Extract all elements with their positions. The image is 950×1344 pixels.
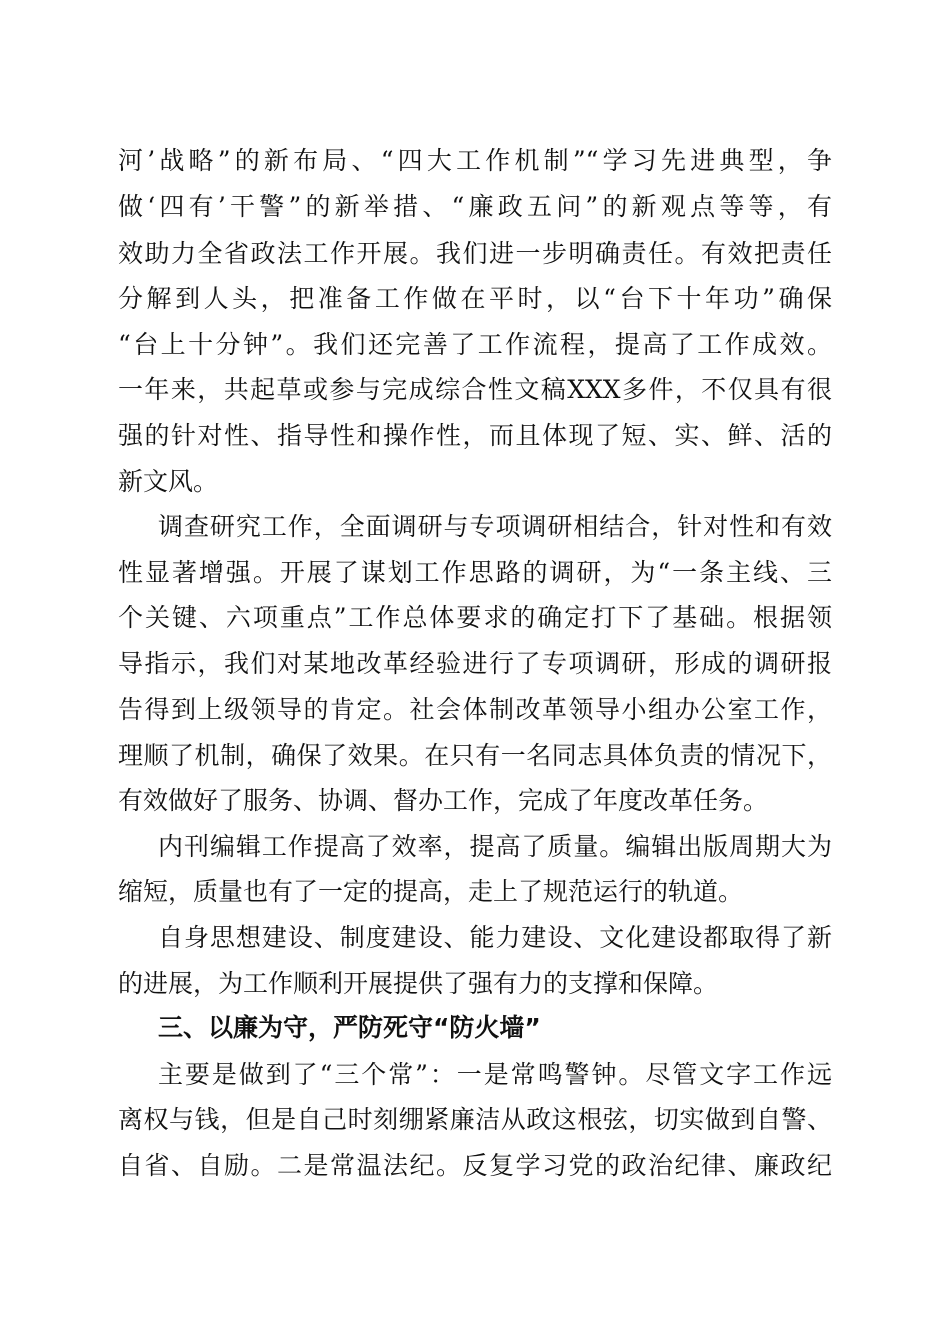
text-line: 离权与钱，但是自己时刻绷紧廉洁从政这根弦，切实做到自警、 (118, 1105, 832, 1134)
text-line: 强的针对性、指导性和操作性，而且体现了短、实、鲜、活的 (118, 421, 832, 450)
text-line: 性显著增强。开展了谋划工作思路的调研，为“一条主线、三 (118, 558, 832, 587)
text-line: 分解到人头，把准备工作做在平时，以“台下十年功”确保 (118, 284, 832, 313)
paragraph-start: 自身思想建设、制度建设、能力建设、文化建设都取得了新 (158, 923, 832, 952)
text-line: 缩短，质量也有了一定的提高，走上了规范运行的轨道。 (118, 877, 744, 906)
paragraph-start: 主要是做到了“三个常”：一是常鸣警钟。尽管文字工作远 (158, 1060, 832, 1089)
text-line: 个关键、六项重点”工作总体要求的确定打下了基础。根据领 (118, 603, 832, 632)
text-line: 一年来，共起草或参与完成综合性文稿XXX多件，不仅具有很 (118, 375, 832, 404)
text-line: 河’战略”的新布局、“四大工作机制”“学习先进典型，争 (118, 146, 832, 175)
section-heading: 三、以廉为守，严防死守“防火墙” (158, 1013, 541, 1042)
text-line: “台上十分钟”。我们还完善了工作流程，提高了工作成效。 (118, 330, 832, 359)
text-line: 理顺了机制，确保了效果。在只有一名同志具体负责的情况下， (118, 741, 832, 770)
text-line: 做‘四有’干警”的新举措、“廉政五问”的新观点等等，有 (118, 192, 832, 221)
paragraph-start: 调查研究工作，全面调研与专项调研相结合，针对性和有效 (158, 512, 832, 541)
text-line: 自省、自励。二是常温法纪。反复学习党的政治纪律、廉政纪 (118, 1151, 832, 1180)
paragraph-start: 内刊编辑工作提高了效率，提高了质量。编辑出版周期大为 (158, 832, 832, 861)
text-line: 新文风。 (118, 467, 219, 496)
text-line: 效助力全省政法工作开展。我们进一步明确责任。有效把责任 (118, 239, 832, 268)
text-line: 有效做好了服务、协调、督办工作，完成了年度改革任务。 (118, 786, 769, 815)
text-line: 导指示，我们对某地改革经验进行了专项调研，形成的调研报 (118, 649, 832, 678)
text-line: 的进展，为工作顺利开展提供了强有力的支撑和保障。 (118, 969, 719, 998)
text-line: 告得到上级领导的肯定。社会体制改革领导小组办公室工作， (118, 695, 832, 724)
